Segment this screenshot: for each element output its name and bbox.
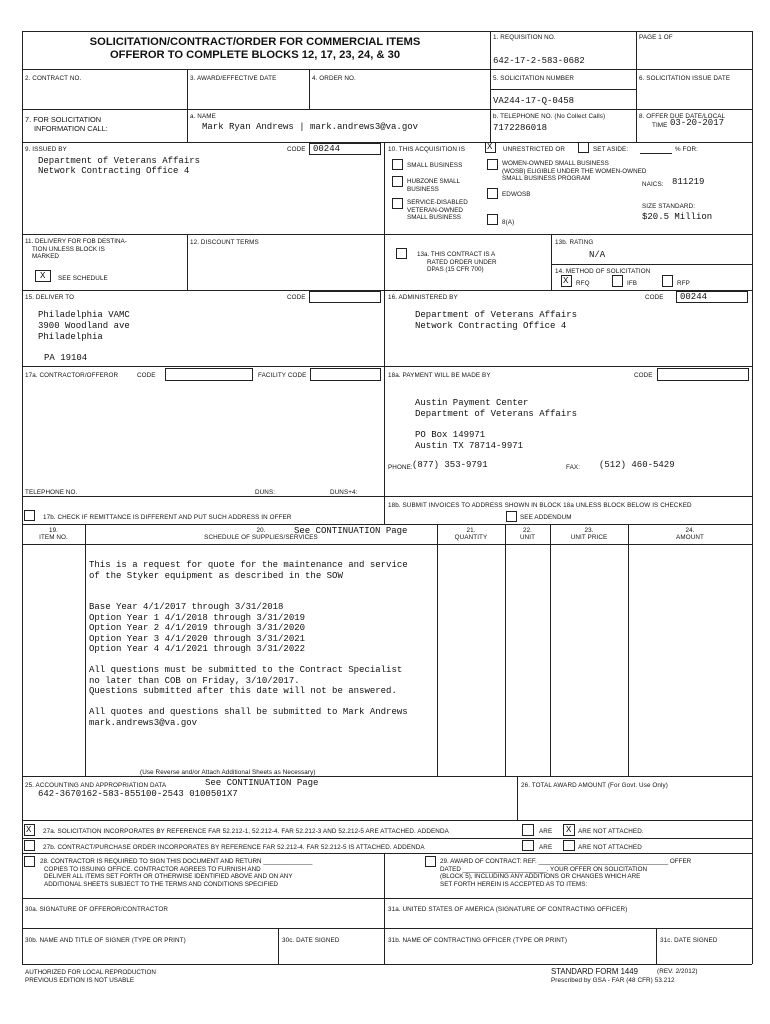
eight-a-label: 8(A) bbox=[502, 219, 515, 226]
contact-name[interactable]: Mark Ryan Andrews | mark.andrews3@va.gov bbox=[202, 122, 419, 132]
rfp-checkbox[interactable] bbox=[662, 275, 673, 287]
schedule-line: mark.andrews3@va.gov bbox=[89, 717, 198, 728]
info-call-label bbox=[25, 115, 108, 134]
addendum-checkbox[interactable] bbox=[506, 511, 517, 522]
sdvosb-label bbox=[407, 199, 468, 222]
wosb-label-line2: (WOSB) ELIGIBLE UNDER THE WOMEN-OWNED bbox=[502, 167, 647, 175]
remittance-label: 17b. CHECK IF REMITTANCE IS DIFFERENT AND PUT SUCH ADDRESS IN OFFER bbox=[43, 514, 292, 521]
wosb-label-line1: WOMEN-OWNED SMALL BUSINESS bbox=[502, 160, 609, 167]
rated-order-line1: 13a. THIS CONTRACT IS A bbox=[417, 251, 496, 258]
award-text bbox=[440, 858, 691, 888]
administered-line2: Network Contracting Office 4 bbox=[415, 321, 567, 331]
payment-fax[interactable]: (512) 460-5429 bbox=[599, 460, 675, 470]
rfq-mark: X bbox=[563, 276, 569, 286]
wosb-label bbox=[502, 160, 646, 183]
schedule-line: All questions must be submitted to the Contract Specialist bbox=[89, 665, 403, 675]
sdvosb-label-line2: VETERAN-OWNED bbox=[407, 206, 463, 214]
telephone-label: b. TELEPHONE NO. (No Collect Calls) bbox=[493, 113, 606, 120]
contractor-code-label: CODE bbox=[137, 372, 156, 379]
info-call-label-line2: INFORMATION CALL: bbox=[34, 124, 108, 134]
accounting-data[interactable]: 642-3670162-583-855100-2543 0100501X7 bbox=[38, 789, 238, 799]
award-line4: SET FORTH HEREIN IS ACCEPTED AS TO ITEMS: bbox=[440, 880, 588, 888]
contract-are-not-checkbox[interactable] bbox=[563, 840, 575, 851]
total-award-label: 26. TOTAL AWARD AMOUNT (For Govt. Use Only) bbox=[521, 782, 668, 789]
col-schedule-label: SCHEDULE OF SUPPLIES/SERVICES bbox=[204, 533, 318, 541]
sdvosb-label-line1: SERVICE-DISABLED bbox=[407, 199, 468, 206]
contractor-telephone-label: TELEPHONE NO. bbox=[25, 489, 78, 496]
deliver-to-line3: Philadelphia bbox=[38, 332, 103, 342]
rated-order-line2: RATED ORDER UNDER bbox=[427, 258, 497, 266]
schedule-line: Option Year 2 4/1/2019 through 3/31/2020 bbox=[89, 623, 306, 633]
eight-a-checkbox[interactable] bbox=[487, 214, 498, 225]
contract-no-label: 2. CONTRACT NO. bbox=[25, 75, 82, 82]
contract-are-checkbox[interactable] bbox=[522, 840, 534, 851]
addenda-are-not-mark: X bbox=[566, 825, 572, 835]
issued-by-line1: Department of Veterans Affairs bbox=[38, 156, 201, 166]
schedule-line: All quotes and questions shall be submitted to Mark Andrews bbox=[89, 707, 408, 717]
acquisition-label: 10. THIS ACQUISITION IS bbox=[388, 146, 466, 153]
ifb-label: IFB bbox=[627, 280, 638, 287]
wosb-label-line3: SMALL BUSINESS PROGRAM bbox=[502, 175, 591, 183]
edwosb-checkbox[interactable] bbox=[487, 188, 498, 199]
naics-label: NAICS: bbox=[642, 181, 664, 188]
payment-phone-label: PHONE: bbox=[388, 464, 413, 471]
schedule-line: This is a request for quote for the maintenance and service bbox=[89, 560, 408, 570]
rated-order-checkbox[interactable] bbox=[396, 248, 407, 259]
col-unit bbox=[505, 528, 550, 541]
contracting-officer-signature-label: 31a. UNITED STATES OF AMERICA (SIGNATURE OF CONTRACTING OFFICER) bbox=[388, 906, 628, 913]
percent-for-label: % FOR: bbox=[675, 146, 698, 153]
hubzone-label-line1: HUBZONE SMALL bbox=[407, 178, 461, 185]
solicitation-far-mark: X bbox=[26, 825, 32, 835]
administered-line1: Department of Veterans Affairs bbox=[415, 310, 578, 320]
solicitation-number[interactable]: VA244-17-Q-0458 bbox=[493, 96, 575, 106]
deliver-to-code-field[interactable] bbox=[309, 291, 381, 303]
solicitation-number-label: 5. SOLICITATION NUMBER bbox=[493, 75, 575, 82]
set-aside-label: SET ASIDE: bbox=[593, 146, 629, 153]
set-aside-percent-line bbox=[640, 153, 672, 154]
deliver-to-line4: PA 19104 bbox=[44, 353, 88, 363]
award-line2: DATED ________________________. YOUR OFFER ON SOLICITATION bbox=[440, 865, 648, 873]
col-unit-label: UNIT bbox=[519, 533, 536, 541]
award-line1: 29. AWARD OF CONTRACT: REF. _____________________________________ OFFER bbox=[440, 858, 692, 865]
addenda-are-not-label: ARE NOT ATTACHED. bbox=[578, 828, 644, 835]
reverse-note: (Use Reverse and/or Attach Additional Sheets as Necessary) bbox=[140, 769, 316, 776]
schedule-line: no later than COB on Friday, 3/10/2017. bbox=[89, 675, 300, 686]
telephone-number[interactable]: 7172286018 bbox=[493, 123, 548, 133]
addenda-are-label: ARE bbox=[539, 828, 553, 835]
small-business-checkbox[interactable] bbox=[392, 159, 403, 170]
administered-code-label: CODE bbox=[645, 294, 664, 301]
payment-line4: Austin TX 78714-9971 bbox=[415, 441, 524, 451]
submit-invoices-label: 18b. SUBMIT INVOICES TO ADDRESS SHOWN IN BLOCK 18a UNLESS BLOCK BELOW IS CHECKED bbox=[388, 502, 692, 509]
contractor-sign-line2: COPIES TO ISSUING OFFICE. CONTRACTOR AGREES TO FURNISH AND bbox=[44, 865, 261, 873]
col-quantity-label: QUANTITY bbox=[454, 533, 488, 541]
see-addendum-label: SEE ADDENDUM bbox=[520, 514, 572, 521]
schedule-line bbox=[89, 581, 408, 592]
footer-authorized: AUTHORIZED FOR LOCAL REPRODUCTION bbox=[25, 969, 156, 976]
payment-phone[interactable]: (877) 353-9791 bbox=[412, 460, 488, 470]
fob-label-line3: MARKED bbox=[32, 253, 59, 261]
col-quantity-num: 21. bbox=[466, 527, 476, 534]
footer-left bbox=[25, 969, 156, 984]
see-schedule-checkbox[interactable] bbox=[35, 270, 51, 282]
ifb-checkbox[interactable] bbox=[612, 275, 623, 287]
form-title-line2: OFFEROR TO COMPLETE BLOCKS 12, 17, 23, 24, & 30 bbox=[109, 49, 401, 61]
fob-label bbox=[25, 238, 127, 261]
signer-name-label: 30b. NAME AND TITLE OF SIGNER (TYPE OR PRINT) bbox=[25, 937, 186, 944]
unrestricted-mark: X bbox=[487, 142, 493, 152]
schedule-line: Option Year 4 4/1/2021 through 3/31/2022 bbox=[89, 644, 306, 654]
hubzone-label bbox=[407, 178, 460, 193]
small-business-label: SMALL BUSINESS bbox=[407, 162, 463, 169]
deliver-to-code-label: CODE bbox=[287, 294, 306, 301]
contractor-code-field[interactable] bbox=[165, 368, 253, 381]
fob-label-line1: 11. DELIVERY FOR FOB DESTINA- bbox=[25, 238, 127, 245]
solicitation-method-label: 14. METHOD OF SOLICITATION bbox=[555, 268, 651, 275]
award-date-label: 3. AWARD/EFFECTIVE DATE bbox=[190, 75, 277, 82]
solicitation-far-checkbox[interactable] bbox=[24, 824, 35, 836]
contractor-sign-line3: DELIVER ALL ITEMS SET FORTH OR OTHERWISE IDENTIFIED ABOVE AND ON ANY bbox=[44, 873, 293, 881]
contracting-officer-name-label: 31b. NAME OF CONTRACTING OFFICER (TYPE OR PRINT) bbox=[388, 937, 568, 944]
payment-fax-label: FAX: bbox=[566, 464, 581, 471]
issued-by-label: 9. ISSUED BY bbox=[25, 146, 67, 153]
col-unit-price-num: 23. bbox=[584, 527, 594, 534]
contractor-sign-checkbox[interactable] bbox=[24, 856, 35, 867]
rated-order-line3: DPAS (15 CFR 700) bbox=[427, 266, 484, 274]
naics-code[interactable]: 811219 bbox=[672, 177, 705, 187]
schedule-line bbox=[89, 592, 408, 603]
contractor-sign-line4: ADDITIONAL SHEETS SUBJECT TO THE TERMS AND CONDITIONS SPECIFIED bbox=[44, 880, 278, 888]
col-item-no-num: 19. bbox=[48, 527, 59, 534]
payment-by-label: 18a. PAYMENT WILL BE MADE BY bbox=[388, 372, 491, 379]
col-amount bbox=[628, 528, 752, 541]
officer-date-signed-label: 31c. DATE SIGNED bbox=[660, 937, 718, 944]
offer-due-date[interactable]: 03-20-2017 bbox=[670, 118, 725, 128]
contract-are-label: ARE bbox=[539, 844, 553, 851]
rfq-checkbox[interactable] bbox=[561, 275, 572, 287]
set-aside-checkbox[interactable] bbox=[578, 142, 589, 153]
administered-code-field[interactable] bbox=[676, 291, 748, 303]
duns-label: DUNS: bbox=[255, 489, 276, 496]
requisition-label: 1. REQUISITION NO. bbox=[493, 34, 556, 41]
deliver-to-line1: Philadelphia VAMC bbox=[38, 310, 130, 320]
facility-code-field[interactable] bbox=[310, 368, 381, 381]
administered-code: 00244 bbox=[680, 292, 708, 302]
wosb-checkbox[interactable] bbox=[487, 159, 498, 170]
form-number: STANDARD FORM 1449 bbox=[551, 967, 638, 976]
schedule-line: Base Year 4/1/2017 through 3/31/2018 bbox=[89, 602, 284, 612]
offer-due-time-label: TIME bbox=[652, 122, 668, 129]
schedule-line: of the Styker equipment as described in the SOW bbox=[89, 570, 343, 581]
issued-by-code: 00244 bbox=[313, 144, 341, 154]
hubzone-checkbox[interactable] bbox=[392, 176, 403, 187]
payment-code-label: CODE bbox=[634, 372, 653, 379]
form-prescribed-by: Prescribed by GSA - FAR (48 CFR) 53.212 bbox=[551, 977, 675, 984]
sdvosb-label-line3: SMALL BUSINESS bbox=[407, 214, 462, 222]
contract-are-not-label: ARE NOT ATTACHED bbox=[578, 844, 642, 851]
col-amount-label: AMOUNT bbox=[676, 533, 704, 541]
schedule-line: Questions submitted after this date will not be answered. bbox=[89, 686, 397, 696]
contract-far-label: 27b. CONTRACT/PURCHASE ORDER INCORPORATES BY REFERENCE FAR 52.212-4. FAR 52.212-5 IS ATTACHED. ADDENDA bbox=[43, 844, 425, 851]
form-title bbox=[30, 36, 480, 62]
unrestricted-label: UNRESTRICTED OR bbox=[503, 146, 566, 153]
col-unit-price-label: UNIT PRICE bbox=[570, 533, 608, 541]
schedule-continuation-note: See CONTINUATION Page bbox=[294, 526, 408, 536]
contract-far-checkbox[interactable] bbox=[24, 840, 35, 851]
col-quantity bbox=[437, 528, 505, 541]
award-line3: (BLOCK 5), INCLUDING ANY ADDITIONS OR CHANGES WHICH ARE bbox=[440, 873, 641, 881]
award-checkbox[interactable] bbox=[425, 856, 436, 867]
see-schedule-mark: X bbox=[40, 271, 46, 281]
schedule-line bbox=[89, 655, 408, 666]
rating-value[interactable]: N/A bbox=[589, 250, 606, 260]
rfp-label: RFP bbox=[677, 280, 690, 287]
col-item-no-label: ITEM NO. bbox=[39, 533, 68, 541]
offer-due-label-line1: 8. OFFER DUE DATE/LOCAL bbox=[639, 113, 726, 120]
issued-by-line2: Network Contracting Office 4 bbox=[38, 166, 190, 176]
issued-by-code-field[interactable] bbox=[309, 143, 381, 155]
col-unit-num: 22. bbox=[522, 527, 533, 534]
remittance-checkbox[interactable] bbox=[24, 510, 35, 521]
issued-by-code-label: CODE bbox=[287, 146, 306, 153]
requisition-number[interactable]: 642-17-2-583-0682 bbox=[493, 56, 585, 66]
form-revision: (REV. 2/2012) bbox=[657, 968, 698, 975]
facility-code-label: FACILITY CODE bbox=[258, 372, 307, 379]
addenda-are-checkbox[interactable] bbox=[522, 824, 534, 836]
offeror-date-signed-label: 30c. DATE SIGNED bbox=[282, 937, 340, 944]
discount-terms-label: 12. DISCOUNT TERMS bbox=[190, 239, 259, 246]
schedule-line: Option Year 1 4/1/2018 through 3/31/2019 bbox=[89, 612, 306, 623]
rated-order-label bbox=[417, 251, 497, 274]
contractor-sign-line1: 28. CONTRACTOR IS REQUIRED TO SIGN THIS DOCUMENT AND RETURN ______________ bbox=[40, 858, 313, 865]
see-schedule-label: SEE SCHEDULE bbox=[58, 275, 108, 282]
size-standard-value[interactable]: $20.5 Million bbox=[642, 212, 713, 222]
rfq-label: RFQ bbox=[576, 280, 590, 287]
col-item-no bbox=[22, 528, 85, 541]
administered-by-label: 16. ADMINISTERED BY bbox=[388, 294, 458, 301]
unrestricted-checkbox[interactable] bbox=[485, 142, 496, 153]
contractor-label: 17a. CONTRACTOR/OFFEROR bbox=[25, 372, 119, 379]
rating-label: 13b. RATING bbox=[555, 239, 594, 246]
payment-code-field[interactable] bbox=[657, 368, 749, 381]
contact-name-label: a. NAME bbox=[190, 113, 216, 120]
issue-date-label: 6. SOLICITATION ISSUE DATE bbox=[639, 75, 731, 82]
hubzone-label-line2: BUSINESS bbox=[407, 185, 439, 193]
page-label: PAGE 1 OF bbox=[639, 34, 673, 41]
solicitation-far-label: 27a. SOLICITATION INCORPORATES BY REFERENCE FAR 52.212-1, 52.212-4. FAR 52.212-3 AND 52.212-5 ARE ATTACHED. ADDENDA bbox=[43, 828, 449, 835]
fob-label-line2: TION UNLESS BLOCK IS bbox=[32, 245, 105, 253]
sdvosb-checkbox[interactable] bbox=[392, 198, 403, 209]
accounting-label: 25. ACCOUNTING AND APPROPRIATION DATA bbox=[25, 782, 167, 789]
footer-previous-edition: PREVIOUS EDITION IS NOT USABLE bbox=[25, 976, 135, 984]
payment-line3: PO Box 149971 bbox=[415, 430, 486, 440]
form-title-line1: SOLICITATION/CONTRACT/ORDER FOR COMMERCIAL ITEMS bbox=[89, 36, 421, 48]
duns4-label: DUNS+4: bbox=[330, 489, 358, 496]
addenda-are-not-checkbox[interactable] bbox=[563, 824, 575, 836]
col-amount-num: 24. bbox=[685, 527, 695, 534]
edwosb-label: EDWOSB bbox=[502, 191, 531, 198]
payment-line2: Department of Veterans Affairs bbox=[415, 409, 578, 419]
deliver-to-label: 15. DELIVER TO bbox=[25, 294, 75, 301]
schedule-line bbox=[89, 697, 408, 708]
accounting-continuation-note: See CONTINUATION Page bbox=[205, 778, 319, 788]
contractor-sign-text bbox=[40, 858, 312, 888]
col-schedule-num: 20. bbox=[256, 527, 266, 534]
schedule-body bbox=[89, 560, 408, 728]
order-no-label: 4. ORDER NO. bbox=[312, 75, 356, 82]
col-unit-price bbox=[550, 528, 628, 541]
size-standard-label: SIZE STANDARD: bbox=[642, 203, 696, 210]
payment-line1: Austin Payment Center bbox=[415, 398, 529, 408]
info-call-label-line1: 7. FOR SOLICITATION bbox=[25, 115, 102, 124]
offeror-signature-label: 30a. SIGNATURE OF OFFEROR/CONTRACTOR bbox=[25, 906, 168, 913]
deliver-to-line2: 3900 Woodland ave bbox=[38, 321, 130, 331]
schedule-line: Option Year 3 4/1/2020 through 3/31/2021 bbox=[89, 633, 306, 644]
